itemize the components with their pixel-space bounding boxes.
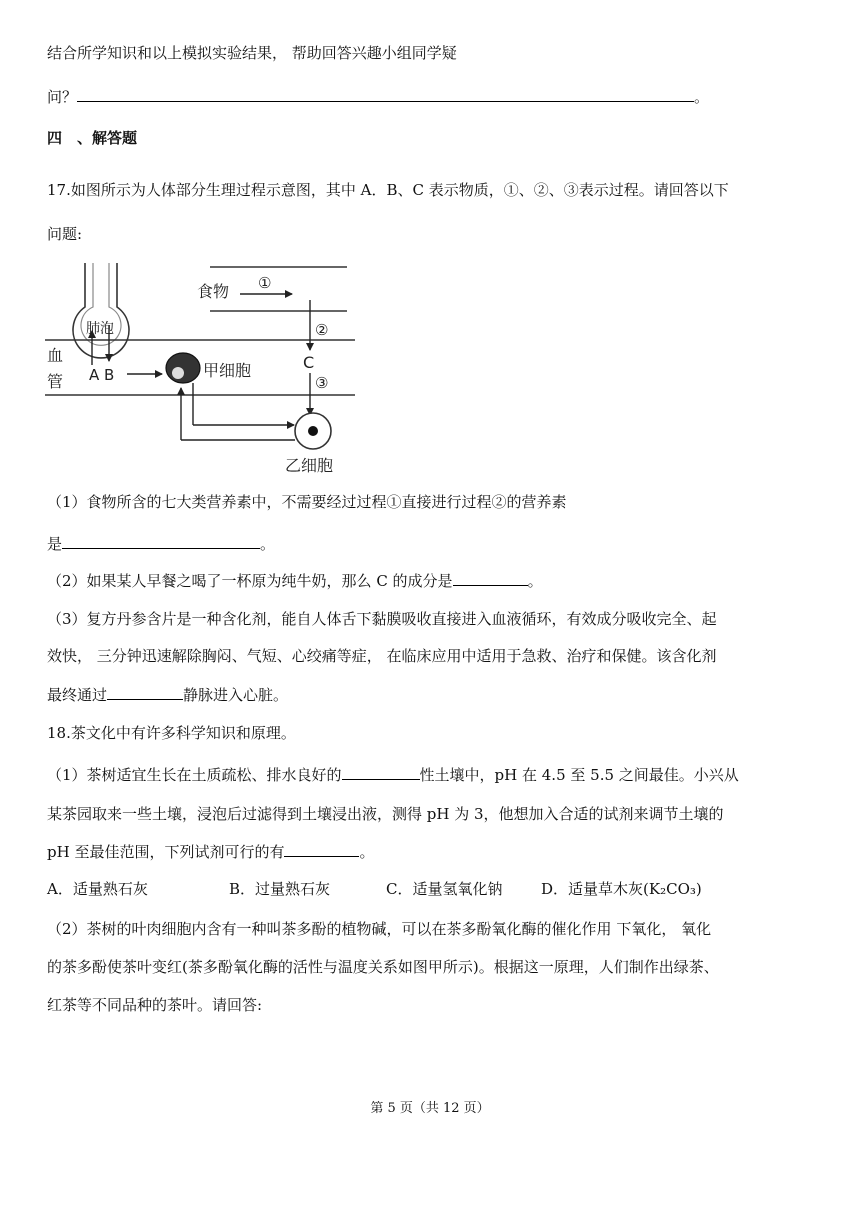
question-17-part-1: （1）食物所含的七大类营养素中，不需要经过过程①直接进行过程②的营养素 bbox=[47, 493, 567, 511]
food-label: 食物 bbox=[197, 282, 230, 301]
substance-c-label: C bbox=[303, 353, 315, 372]
option-a[interactable]: A．适量熟石灰 bbox=[47, 880, 148, 898]
answer-line bbox=[47, 533, 275, 554]
question-18-part-1 bbox=[47, 841, 374, 862]
substance-ab-label: A B bbox=[89, 366, 115, 384]
text-fragment: 。 bbox=[359, 843, 375, 861]
text-fragment: 。 bbox=[694, 88, 710, 106]
answer-blank[interactable] bbox=[77, 86, 694, 102]
text-line: 结合所学知识和以上模拟实验结果， 帮助回答兴趣小组同学疑 bbox=[47, 44, 457, 62]
question-17-stem: 问题: bbox=[47, 225, 83, 243]
question-17-part-2 bbox=[47, 570, 543, 591]
cell-jia bbox=[166, 353, 200, 383]
text-fragment: 性土壤中，pH 在 4.5 至 5.5 之间最佳。小兴从 bbox=[419, 766, 739, 784]
question-18-part-2: （2）茶树的叶肉细胞内含有一种叫茶多酚的植物碱，可以在茶多酚氧化酶的催化作用 下氧化， 氧化 bbox=[47, 920, 712, 938]
step-3-label: ③ bbox=[315, 374, 329, 392]
question-18-stem: 18.茶文化中有许多科学知识和原理。 bbox=[47, 724, 296, 742]
cell-jia-nucleus bbox=[172, 367, 184, 379]
vessel-label-2: 管 bbox=[47, 372, 64, 391]
section-heading: 四 、解答题 bbox=[47, 129, 138, 147]
text-fragment: 问？ bbox=[47, 88, 78, 106]
answer-blank[interactable] bbox=[107, 684, 183, 700]
question-17-part-3: （3）复方丹参含片是一种含化剂，能自人体舌下黏膜吸收直接进入血液循环，有效成分吸收完全、起 bbox=[47, 610, 717, 628]
cell-yi-label: 乙细胞 bbox=[285, 456, 334, 475]
alveolus-shape bbox=[73, 263, 129, 358]
step-2-label: ② bbox=[315, 321, 329, 339]
question-17-stem: 17.如图所示为人体部分生理过程示意图，其中 A．B、C 表示物质，①、②、③表示过程。请回答以下 bbox=[47, 181, 729, 199]
question-18-part-2: 红茶等不同品种的茶叶。请回答: bbox=[47, 996, 263, 1014]
answer-blank[interactable] bbox=[342, 764, 420, 780]
page-number: 第 5 页（共 12 页） bbox=[370, 1101, 490, 1116]
answer-line bbox=[47, 86, 709, 107]
answer-blank[interactable] bbox=[284, 841, 359, 857]
question-18-part-1: 某茶园取来一些土壤，浸泡后过滤得到土壤浸出液，测得 pH 为 3，他想加入合适的试剂来调节土壤的 bbox=[47, 805, 724, 823]
cell-jia-label: 甲细胞 bbox=[203, 361, 252, 380]
question-17-part-3: 效快， 三分钟迅速解除胸闷、气短、心绞痛等症， 在临床应用中适用于急救、治疗和保健。该含化剂 bbox=[47, 647, 717, 665]
text-fragment: 最终通过 bbox=[47, 686, 108, 704]
answer-blank[interactable] bbox=[62, 533, 260, 549]
alveolus-label: 肺泡 bbox=[86, 321, 114, 337]
option-c[interactable]: C．适量氢氧化钠 bbox=[386, 880, 503, 898]
answer-blank[interactable] bbox=[453, 570, 528, 586]
text-fragment: 是 bbox=[47, 535, 63, 553]
question-17-part-3 bbox=[47, 684, 288, 705]
physiology-diagram bbox=[45, 255, 355, 480]
cell-yi-nucleus bbox=[308, 426, 318, 436]
question-18-part-2: 的茶多酚使茶叶变红(茶多酚氧化酶的活性与温度关系如图甲所示)。根据这一原理，人们制作出绿茶、 bbox=[47, 958, 719, 976]
text-fragment: （1）茶树适宜生长在土质疏松、排水良好的 bbox=[47, 766, 342, 784]
text-fragment: 。 bbox=[527, 572, 543, 590]
step-1-label: ① bbox=[258, 274, 272, 292]
text-fragment: （2）如果某人早餐之喝了一杯原为纯牛奶，那么 C 的成分是 bbox=[47, 572, 453, 590]
text-fragment: 静脉进入心脏。 bbox=[183, 686, 289, 704]
text-fragment: pH 至最佳范围，下列试剂可行的有 bbox=[47, 843, 285, 861]
question-18-part-1 bbox=[47, 764, 739, 785]
vessel-label-1: 血 bbox=[47, 346, 64, 365]
option-d[interactable]: D．适量草木灰(K₂CO₃) bbox=[541, 880, 702, 898]
option-b[interactable]: B．过量熟石灰 bbox=[229, 880, 331, 898]
text-fragment: 。 bbox=[260, 535, 276, 553]
